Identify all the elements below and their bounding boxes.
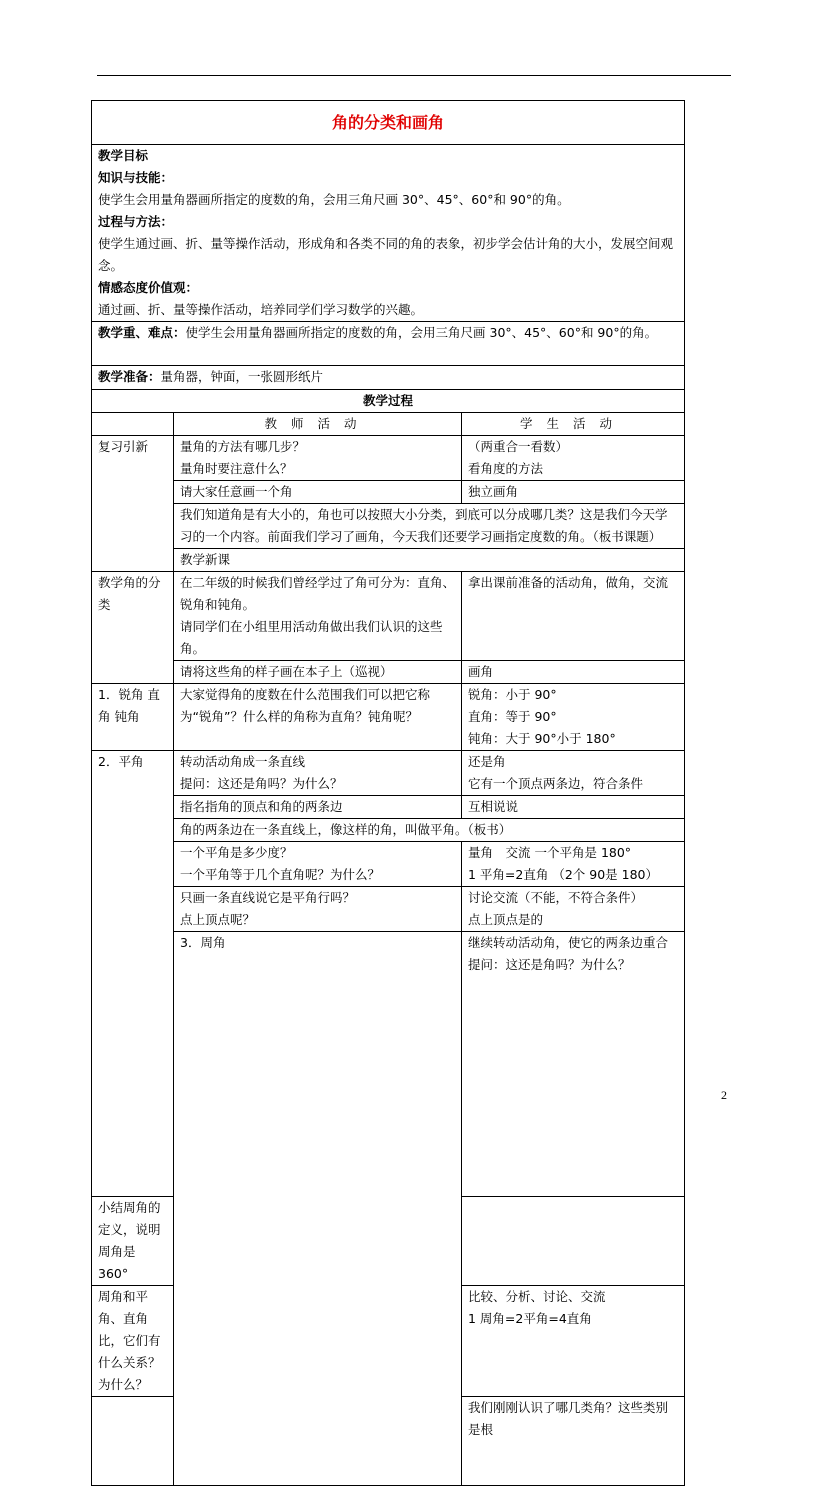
teacher-activity: 我们知道角是有大小的，角也可以按照大小分类，到底可以分成哪几类？这是我们今天学习的一个内容。前面我们学习了画角，今天我们还要学习画指定度数的角。（板书课题） [174, 504, 685, 549]
teacher-activity: 量角的方法有哪几步？ 量角时要注意什么？ [174, 436, 462, 481]
table-row [92, 932, 685, 1197]
student-activity: （两重合一看数） 看角度的方法 [462, 436, 685, 481]
key-label: 教学重、难点： [98, 325, 186, 340]
lesson-plan-table [91, 100, 685, 1486]
page-number: 2 [721, 1088, 727, 1102]
table-row [92, 684, 685, 751]
header-rule [97, 75, 731, 76]
prep-cell [92, 366, 685, 390]
goals-cell [92, 145, 685, 322]
student-header: 学生活动 [462, 413, 685, 436]
student-activity: 独立画角 [462, 481, 685, 504]
section-label [92, 1397, 174, 1486]
knowledge-label: 知识与技能： [98, 170, 174, 185]
student-activity: 量角 交流 一个平角是 180° 1 平角=2直角 （2个 90是 180） [462, 842, 685, 887]
teacher-activity: 角的两条边在一条直线上，像这样的角，叫做平角。（板书） [174, 819, 685, 842]
key-points-cell [92, 322, 685, 366]
student-activity: 比较、分析、讨论、交流 1 周角=2平角=4直角 [462, 1286, 685, 1397]
teacher-activity: 只画一条直线说它是平角行吗？ 点上顶点呢？ [174, 887, 462, 932]
table-row [92, 661, 685, 684]
teacher-activity: 转动活动角成一条直线 提问：这还是角吗？为什么？ [174, 751, 462, 796]
teacher-activity: 大家觉得角的度数在什么范围我们可以把它称为“锐角”？什么样的角称为直角？钝角呢？ [174, 684, 462, 751]
emotion-label: 情感态度价值观： [98, 280, 199, 295]
process-label: 过程与方法： [98, 214, 174, 229]
goals-heading: 教学目标 [98, 148, 149, 163]
student-activity: 还是角 它有一个顶点两条边，符合条件 [462, 751, 685, 796]
student-activity: 讨论交流（不能，不符合条件） 点上顶点是的 [462, 887, 685, 932]
header-blank [92, 413, 174, 436]
table-row [92, 796, 685, 819]
student-activity: 画角 [462, 661, 685, 684]
teacher-activity: 一个平角是多少度？ 一个平角等于几个直角呢？为什么？ [174, 842, 462, 887]
table-row [92, 751, 685, 796]
lesson-title: 角的分类和画角 [92, 101, 685, 145]
table-row [92, 504, 685, 549]
section-label: 2．平角 [92, 751, 174, 1197]
table-row [92, 549, 685, 572]
student-activity: 拿出课前准备的活动角，做角，交流 [462, 572, 685, 661]
section-label: 1．锐角 直角 钝角 [92, 684, 174, 751]
key-text: 使学生会用量角器画所指定的度数的角，会用三角尺画 30°、45°、60°和 90°的角。 [185, 325, 658, 340]
section-label: 复习引新 [92, 436, 174, 572]
prep-text: 量角器，钟面，一张圆形纸片 [160, 369, 324, 384]
section-row: 教学新课 [174, 549, 685, 572]
teacher-activity: 请将这些角的样子画在本子上（巡视） [174, 661, 462, 684]
knowledge-text: 使学生会用量角器画所指定的度数的角，会用三角尺画 30°、45°、60°和 90°的角。 [98, 192, 570, 207]
teacher-activity: 我们刚刚认识了哪几类角？这些类别是根 [462, 1397, 685, 1486]
prep-label: 教学准备： [98, 369, 161, 384]
process-heading: 教学过程 [92, 390, 685, 413]
emotion-text: 通过画、折、量等操作活动，培养同学们学习数学的兴趣。 [98, 302, 424, 317]
table-row [92, 481, 685, 504]
section-label: 3．周角 [174, 932, 462, 1486]
teacher-activity: 请大家任意画一个角 [174, 481, 462, 504]
table-row [92, 819, 685, 842]
teacher-activity: 周角和平角、直角比，它们有什么关系？为什么？ [92, 1286, 174, 1397]
student-activity: 锐角：小于 90° 直角：等于 90° 钝角：大于 90°小于 180° [462, 684, 685, 751]
teacher-activity: 小结周角的定义，说明周角是 360° [92, 1197, 174, 1286]
process-text: 使学生通过画、折、量等操作活动，形成角和各类不同的角的表象，初步学会估计角的大小，发展空间观念。 [98, 236, 674, 273]
student-activity: 互相说说 [462, 796, 685, 819]
section-label: 教学角的分类 [92, 572, 174, 684]
teacher-activity: 继续转动活动角，使它的两条边重合 提问：这还是角吗？为什么？ [462, 932, 685, 1197]
table-row [92, 436, 685, 481]
table-row [92, 887, 685, 932]
teacher-activity: 指名指角的顶点和角的两条边 [174, 796, 462, 819]
table-row [92, 842, 685, 887]
student-activity [462, 1197, 685, 1286]
teacher-activity: 在二年级的时候我们曾经学过了角可分为：直角、锐角和钝角。 请同学们在小组里用活动角做出我们认识的这些角。 [174, 572, 462, 661]
teacher-header: 教师活动 [174, 413, 462, 436]
table-row [92, 572, 685, 661]
